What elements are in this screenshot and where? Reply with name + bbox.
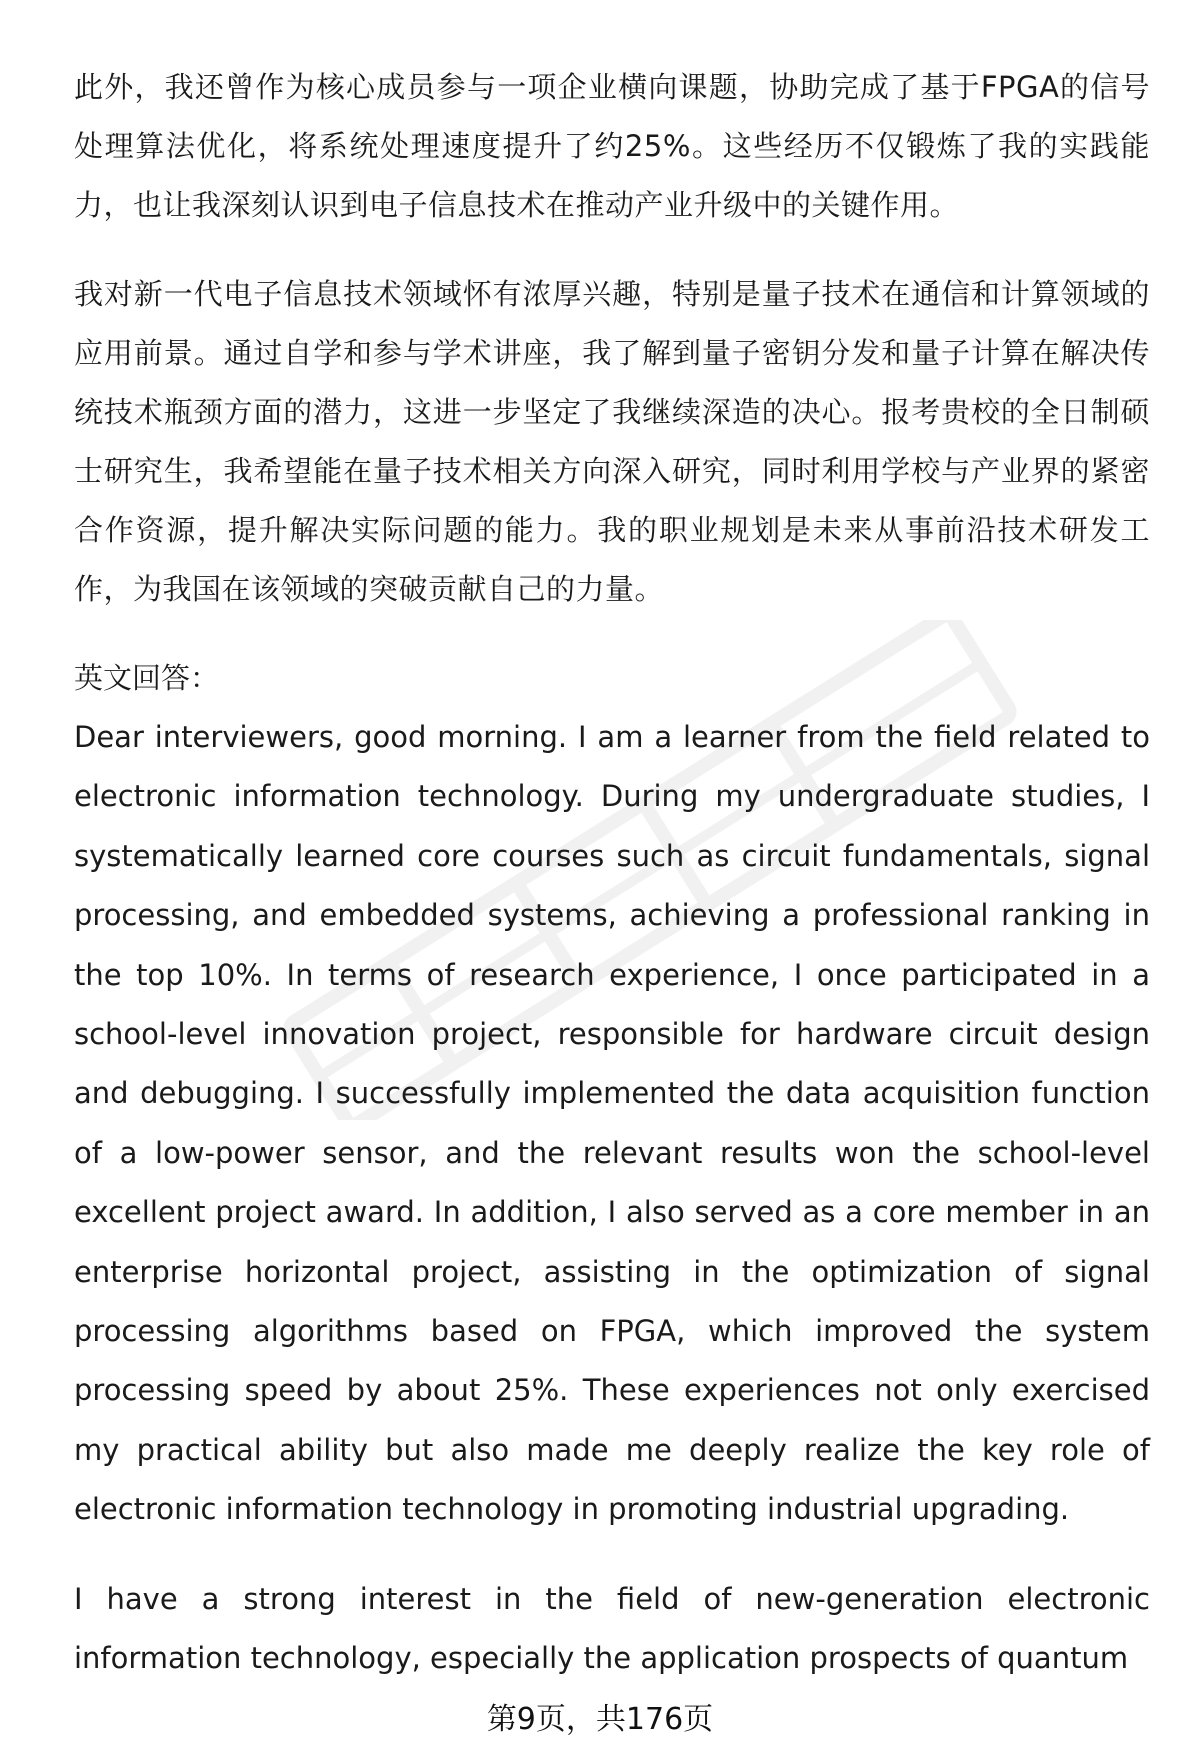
english-paragraph-1: Dear interviewers, good morning. I am a learner from the field related to electronic information technology. During my undergraduate studies, I systematically learned core courses such as circuit fundamentals, signal processing, and embedded systems, achieving a professional ranking in the top 10%. In terms of research experience, I once participated in a school-level innovation project, responsible for hardware circuit design and debugging. I successfully implemented the data acquisition function of a low-power sensor, and the relevant results won the school-level excellent project award. In addition, I also served as a core member in an enterprise horizontal project, assisting in the optimization of signal processing algorithms based on FPGA, which improved the system processing speed by about 25%. These experiences not only exercised my practical ability but also made me deeply realize the key role of electronic information technology in promoting industrial upgrading. <box>74 720 1150 1527</box>
page-number-footer: 第9页，共176页 <box>486 1702 714 1737</box>
paragraph-spacer <box>74 235 1150 265</box>
english-answer-label: 英文回答： <box>74 661 220 695</box>
chinese-paragraph-2: 我对新一代电子信息技术领域怀有浓厚兴趣，特别是量子技术在通信和计算领域的应用前景。通过自学和参与学术讲座，我了解到量子密钥分发和量子计算在解决传统技术瓶颈方面的潜力，这进一步坚定了我继续深造的决心。报考贵校的全日制硕士研究生，我希望能在量子技术相关方向深入研究，同时利用学校与产业界的紧密合作资源，提升解决实际问题的能力。我的职业规划是未来从事前沿技术研发工作，为我国在该领域的突破贡献自己的力量。 <box>74 277 1150 606</box>
english-paragraph-2: I have a strong interest in the field of new-generation electronic information technology, especially the application prospects of quantum <box>74 1581 1150 1676</box>
document-body <box>74 58 1150 1689</box>
paragraph-spacer <box>74 1540 1150 1570</box>
paragraph-spacer <box>74 619 1150 649</box>
chinese-paragraph-1: 此外，我还曾作为核心成员参与一项企业横向课题，协助完成了基于FPGA的信号处理算法优化，将系统处理速度提升了约25%。这些经历不仅锻炼了我的实践能力，也让我深刻认识到电子信息技术在推动产业升级中的关键作用。 <box>74 70 1150 222</box>
